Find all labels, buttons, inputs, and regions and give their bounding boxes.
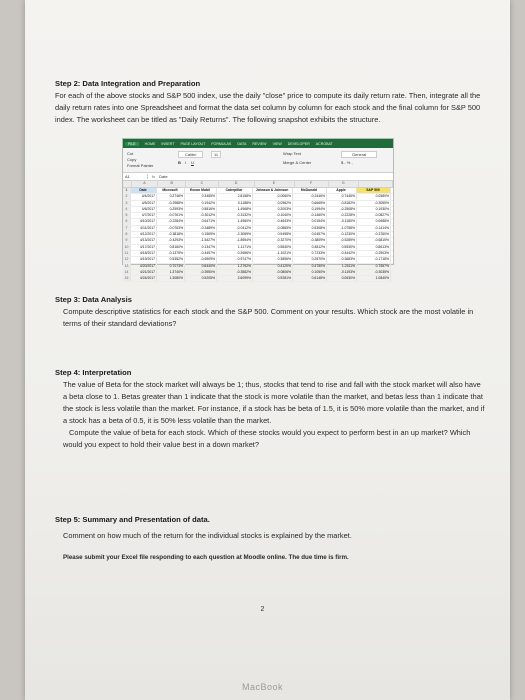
table-cell[interactable]: 0.5816% xyxy=(185,207,217,212)
step3-heading: Step 3: Data Analysis xyxy=(55,295,132,304)
table-cell[interactable]: 0.6665% xyxy=(293,201,327,206)
row-number[interactable]: 15 xyxy=(123,276,131,281)
table-cell[interactable]: 0.9281% xyxy=(253,276,293,281)
row-number[interactable]: 2 xyxy=(123,194,131,199)
formula-input[interactable]: Date xyxy=(159,174,168,179)
table-cell[interactable]: 0.1188% xyxy=(217,201,253,206)
table-cell[interactable]: -0.3489% xyxy=(185,226,217,231)
table-cell[interactable]: -0.1040% xyxy=(253,213,293,218)
table-cell[interactable]: 4/21/2017 xyxy=(131,270,157,275)
header-cell[interactable]: Exxon Mobil xyxy=(185,188,217,193)
table-cell[interactable]: 0.5308% xyxy=(293,226,327,231)
page-number: 2 xyxy=(260,606,265,613)
table-cell[interactable]: -0.2508% xyxy=(327,207,357,212)
wrap-text-button[interactable]: Wrap Text xyxy=(283,151,301,156)
table-cell[interactable]: 4/17/2017 xyxy=(131,245,157,250)
italic-button[interactable]: I xyxy=(185,160,187,165)
table-cell[interactable]: -0.2988% xyxy=(157,201,185,206)
table-cell[interactable]: 0.0630% xyxy=(327,276,357,281)
table-cell[interactable]: -0.4442% xyxy=(327,251,357,256)
merge-center-button[interactable]: Merge & Center xyxy=(283,160,312,165)
step3-section xyxy=(55,294,485,330)
tab-acrobat[interactable]: ACROBAT xyxy=(315,141,333,146)
tab-view[interactable]: VIEW xyxy=(272,141,282,146)
table-cell[interactable]: 0.0962% xyxy=(253,201,293,206)
table-cell[interactable]: -0.3582% xyxy=(217,270,253,275)
header-cell[interactable]: Johnson & Johnson xyxy=(253,188,293,193)
table-cell[interactable]: 0.6148% xyxy=(293,276,327,281)
table-cell[interactable]: -0.6815% xyxy=(357,238,391,243)
copy-button[interactable]: Copy xyxy=(127,157,137,162)
header-cell[interactable]: S&P 500 xyxy=(357,188,391,193)
row-number[interactable]: 4 xyxy=(123,207,131,212)
table-cell[interactable]: -0.4497% xyxy=(185,251,217,256)
header-cell[interactable]: Apple xyxy=(327,188,357,193)
format-painter-button[interactable]: Format Painter xyxy=(127,163,154,168)
row-number[interactable]: 11 xyxy=(123,251,131,256)
table-cell[interactable]: 2.8158% xyxy=(217,194,253,199)
table-cell[interactable]: 0.2746% xyxy=(157,194,185,199)
step3-body: Compute descriptive statistics for each stock and the S&P 500. Comment on your results. Which stock are the most volatile in terms of their standard deviations? xyxy=(63,307,474,328)
table-cell[interactable]: -1.5427% xyxy=(185,238,217,243)
table-cell[interactable]: 4/13/2017 xyxy=(131,238,157,243)
table-cell[interactable]: 4/7/2017 xyxy=(131,213,157,218)
table-row xyxy=(123,276,393,282)
step5-section xyxy=(55,514,485,564)
table-cell[interactable]: 0.5530% xyxy=(327,245,357,250)
table-cell[interactable]: -0.3012% xyxy=(185,213,217,218)
row-number[interactable]: 10 xyxy=(123,245,131,250)
table-cell[interactable]: 4/10/2017 xyxy=(131,219,157,224)
table-cell[interactable]: -0.3809% xyxy=(293,238,327,243)
table-cell[interactable]: 0.0154% xyxy=(293,219,327,224)
table-cell[interactable]: -0.1193% xyxy=(327,270,357,275)
table-cell[interactable]: -1.0758% xyxy=(327,226,357,231)
table-cell[interactable]: -0.1230% xyxy=(327,232,357,237)
number-format-select[interactable]: General xyxy=(341,151,377,158)
table-cell[interactable]: -0.0763% xyxy=(157,226,185,231)
header-cell[interactable]: McDonald xyxy=(293,188,327,193)
table-cell[interactable]: 4/4/2017 xyxy=(131,194,157,199)
column-header[interactable]: G xyxy=(329,181,359,187)
table-cell[interactable]: 0.0688% xyxy=(357,219,391,224)
table-cell[interactable]: 1.1171% xyxy=(217,245,253,250)
spreadsheet-snapshot xyxy=(122,138,394,281)
table-cell[interactable]: 0.7557% xyxy=(357,264,391,269)
column-header[interactable] xyxy=(123,181,132,187)
column-header[interactable] xyxy=(359,181,393,187)
table-cell[interactable]: 4/24/2017 xyxy=(131,276,157,281)
column-header[interactable]: C xyxy=(186,181,218,187)
row-number[interactable]: 3 xyxy=(123,201,131,206)
step4-body-1: The value of Beta for the stock market will always be 1; thus, stocks that tend to rise and fall with the stock market will also have a beta close to 1. Betas greater than 1 indicate that the stock is more volatile than the market, and betas less than 1 indicate that the stock is less volatile than the market. For instance, if a stock has be beta of 1.5, it is 50% more volatile than the market, and if a stock has a beta of 0.5, it is 50% less volatile than the market. xyxy=(63,380,485,425)
table-cell[interactable]: -0.3950% xyxy=(185,270,217,275)
tab-file[interactable]: FILE xyxy=(125,142,139,146)
font-size-select[interactable]: 11 xyxy=(211,151,221,158)
table-cell[interactable]: -0.1375% xyxy=(157,251,185,256)
table-cell[interactable]: 0.5205% xyxy=(185,276,217,281)
tab-home[interactable]: HOME xyxy=(144,141,156,146)
table-cell[interactable]: -0.1180% xyxy=(327,219,357,224)
header-cell[interactable]: Caterpillar xyxy=(217,188,253,193)
table-cell[interactable]: -0.5289% xyxy=(327,238,357,243)
tab-insert[interactable]: INSERT xyxy=(161,141,175,146)
table-cell[interactable]: 4/11/2017 xyxy=(131,226,157,231)
table-cell[interactable]: 0.5840% xyxy=(253,245,293,250)
table-cell[interactable]: 0.7446% xyxy=(327,194,357,199)
table-cell[interactable]: 0.1994% xyxy=(293,207,327,212)
table-cell[interactable]: 0.1050% xyxy=(293,270,327,275)
column-header[interactable]: A xyxy=(132,181,158,187)
tab-data[interactable]: DATA xyxy=(237,141,247,146)
row-number[interactable]: 13 xyxy=(123,264,131,269)
table-cell[interactable]: -0.1414% xyxy=(357,226,391,231)
table-cell[interactable]: 0.4812% xyxy=(293,245,327,250)
table-cell[interactable]: 0.0580% xyxy=(357,194,391,199)
table-cell[interactable]: 0.6471% xyxy=(185,219,217,224)
row-number[interactable]: 5 xyxy=(123,213,131,218)
table-cell[interactable]: 0.3455% xyxy=(185,194,217,199)
table-cell[interactable]: -0.3818% xyxy=(157,232,185,237)
table-cell[interactable]: 4/12/2017 xyxy=(131,232,157,237)
table-cell[interactable]: 4/6/2017 xyxy=(131,207,157,212)
underline-button[interactable]: U xyxy=(191,160,194,165)
table-cell[interactable]: -0.8182% xyxy=(327,201,357,206)
tab-page-layout[interactable]: PAGE LAYOUT xyxy=(180,141,206,146)
column-header[interactable]: D xyxy=(219,181,255,187)
header-cell[interactable]: Microsoft xyxy=(157,188,185,193)
table-cell[interactable]: -2.3069% xyxy=(217,232,253,237)
formula-bar xyxy=(123,173,393,181)
table-cell[interactable]: 0.0457% xyxy=(293,232,327,237)
submit-instruction: Please submit your Excel file responding to each question at Moodle online. The due time is firm. xyxy=(63,554,349,561)
tab-developer[interactable]: DEVELOPER xyxy=(287,141,310,146)
table-cell[interactable]: -0.9747% xyxy=(217,257,253,262)
table-cell[interactable]: -0.0060% xyxy=(253,194,293,199)
table-cell[interactable]: 0.7233% xyxy=(293,251,327,256)
table-cell[interactable]: 0.4120% xyxy=(253,264,293,269)
table-cell[interactable]: -0.4643% xyxy=(253,219,293,224)
tab-formulas[interactable]: FORMULAS xyxy=(211,141,232,146)
table-cell[interactable]: 0.1930% xyxy=(357,207,391,212)
ribbon-tabs xyxy=(123,139,393,148)
table-cell[interactable]: 0.2003% xyxy=(253,207,293,212)
table-cell[interactable]: -0.4293% xyxy=(157,238,185,243)
bold-button[interactable]: B xyxy=(178,160,181,165)
table-cell[interactable]: 0.6440% xyxy=(185,264,217,269)
table-cell[interactable]: -0.2228% xyxy=(327,213,357,218)
table-cell[interactable]: -0.2284% xyxy=(157,219,185,224)
table-cell[interactable]: 4/20/2017 xyxy=(131,264,157,269)
table-cell[interactable]: 0.9498% xyxy=(253,232,293,237)
table-cell[interactable]: -0.2903% xyxy=(357,251,391,256)
table-cell[interactable]: 1.2792% xyxy=(217,264,253,269)
column-headers xyxy=(123,181,393,188)
row-number[interactable]: 14 xyxy=(123,270,131,275)
row-number[interactable]: 9 xyxy=(123,238,131,243)
step4-body-2: Compute the value of beta for each stock. Which of these stocks would you expect to perform best in an up market? Which would you expect to hold their value best in a down market? xyxy=(63,428,471,449)
step2-body: For each of the above stocks and S&P 500 index, use the daily "close" price to compute its daily return rate. Then, integrate all the daily return rates into one Spreadsheet and format the data set column by column for each stock and the final column for S&P 500 index. The worksheet can be titled as "Daily Returns". The following snapshot exhibits the structure. xyxy=(55,91,481,124)
table-cell[interactable]: 0.1942% xyxy=(185,201,217,206)
step2-section xyxy=(55,78,485,126)
table-cell[interactable]: 1.3080% xyxy=(157,276,185,281)
sheet-grid xyxy=(123,181,393,282)
row-number[interactable]: 6 xyxy=(123,219,131,224)
table-cell[interactable]: -0.1460% xyxy=(293,213,327,218)
font-select[interactable]: Calibri xyxy=(178,151,203,158)
table-cell[interactable]: -0.3270% xyxy=(253,238,293,243)
table-cell[interactable]: -0.3132% xyxy=(217,213,253,218)
step2-heading: Step 2: Data Integration and Preparation xyxy=(55,79,201,88)
table-cell[interactable]: 0.3896% xyxy=(253,257,293,262)
table-cell[interactable]: -0.3055% xyxy=(357,201,391,206)
table-cell[interactable]: -0.1718% xyxy=(357,257,391,262)
table-cell[interactable]: 0.7073% xyxy=(157,264,185,269)
column-header[interactable]: E xyxy=(255,181,295,187)
table-cell[interactable]: 2.6099% xyxy=(217,276,253,281)
step5-heading: Step 5: Summary and Presentation of data. xyxy=(55,515,210,524)
table-cell[interactable]: 1.2511% xyxy=(327,264,357,269)
table-cell[interactable]: -0.0806% xyxy=(253,270,293,275)
table-cell[interactable]: -0.6909% xyxy=(185,257,217,262)
row-number[interactable]: 8 xyxy=(123,232,131,237)
table-cell[interactable]: -0.2446% xyxy=(293,194,327,199)
table-cell[interactable]: -0.0761% xyxy=(157,213,185,218)
table-cell[interactable]: 4/19/2017 xyxy=(131,257,157,262)
header-cell[interactable]: Date xyxy=(131,188,157,193)
table-cell[interactable]: -0.3683% xyxy=(327,257,357,262)
table-cell[interactable]: 0.4750% xyxy=(293,264,327,269)
table-cell[interactable]: -0.3760% xyxy=(357,232,391,237)
table-cell[interactable]: 0.2593% xyxy=(157,207,185,212)
table-cell[interactable]: 1.4960% xyxy=(217,219,253,224)
table-cell[interactable]: 0.1569% xyxy=(185,232,217,237)
table-cell[interactable]: 1.4968% xyxy=(217,207,253,212)
step4-heading: Step 4: Interpretation xyxy=(55,368,132,377)
table-cell[interactable]: 0.1347% xyxy=(185,245,217,250)
cut-button[interactable]: Cut xyxy=(127,151,134,156)
table-cell[interactable]: -0.0412% xyxy=(217,226,253,231)
row-number[interactable]: 1 xyxy=(123,188,131,193)
row-number[interactable]: 12 xyxy=(123,257,131,262)
table-cell[interactable]: 1.3740% xyxy=(157,270,185,275)
table-cell[interactable]: -0.0865% xyxy=(253,226,293,231)
currency-icon[interactable]: $ - % , xyxy=(341,160,353,165)
table-cell[interactable]: 4/5/2017 xyxy=(131,201,157,206)
name-box[interactable]: A1 xyxy=(123,174,148,179)
table-cell[interactable]: -1.1021% xyxy=(253,251,293,256)
ribbon xyxy=(123,148,393,173)
laptop-brand-label: MacBook xyxy=(241,682,284,692)
table-cell[interactable]: -0.3035% xyxy=(357,270,391,275)
table-cell[interactable]: 0.2570% xyxy=(293,257,327,262)
table-cell[interactable]: 0.2656% xyxy=(217,251,253,256)
step4-section xyxy=(55,367,485,451)
table-cell[interactable]: 4/18/2017 xyxy=(131,251,157,256)
tab-review[interactable]: REVIEW xyxy=(252,141,267,146)
row-number[interactable]: 7 xyxy=(123,226,131,231)
table-cell[interactable]: 0.8613% xyxy=(357,245,391,250)
table-cell[interactable]: -1.8954% xyxy=(217,238,253,243)
table-cell[interactable]: 0.8160% xyxy=(157,245,185,250)
fx-icon: fx xyxy=(152,174,156,179)
column-header[interactable]: B xyxy=(158,181,186,187)
table-cell[interactable]: 1.0840% xyxy=(357,276,391,281)
column-header[interactable]: F xyxy=(295,181,329,187)
table-cell[interactable]: 0.5352% xyxy=(157,257,185,262)
table-cell[interactable]: -0.0827% xyxy=(357,213,391,218)
step5-body: Comment on how much of the return for the individual stocks is explained by the market. xyxy=(63,531,352,540)
